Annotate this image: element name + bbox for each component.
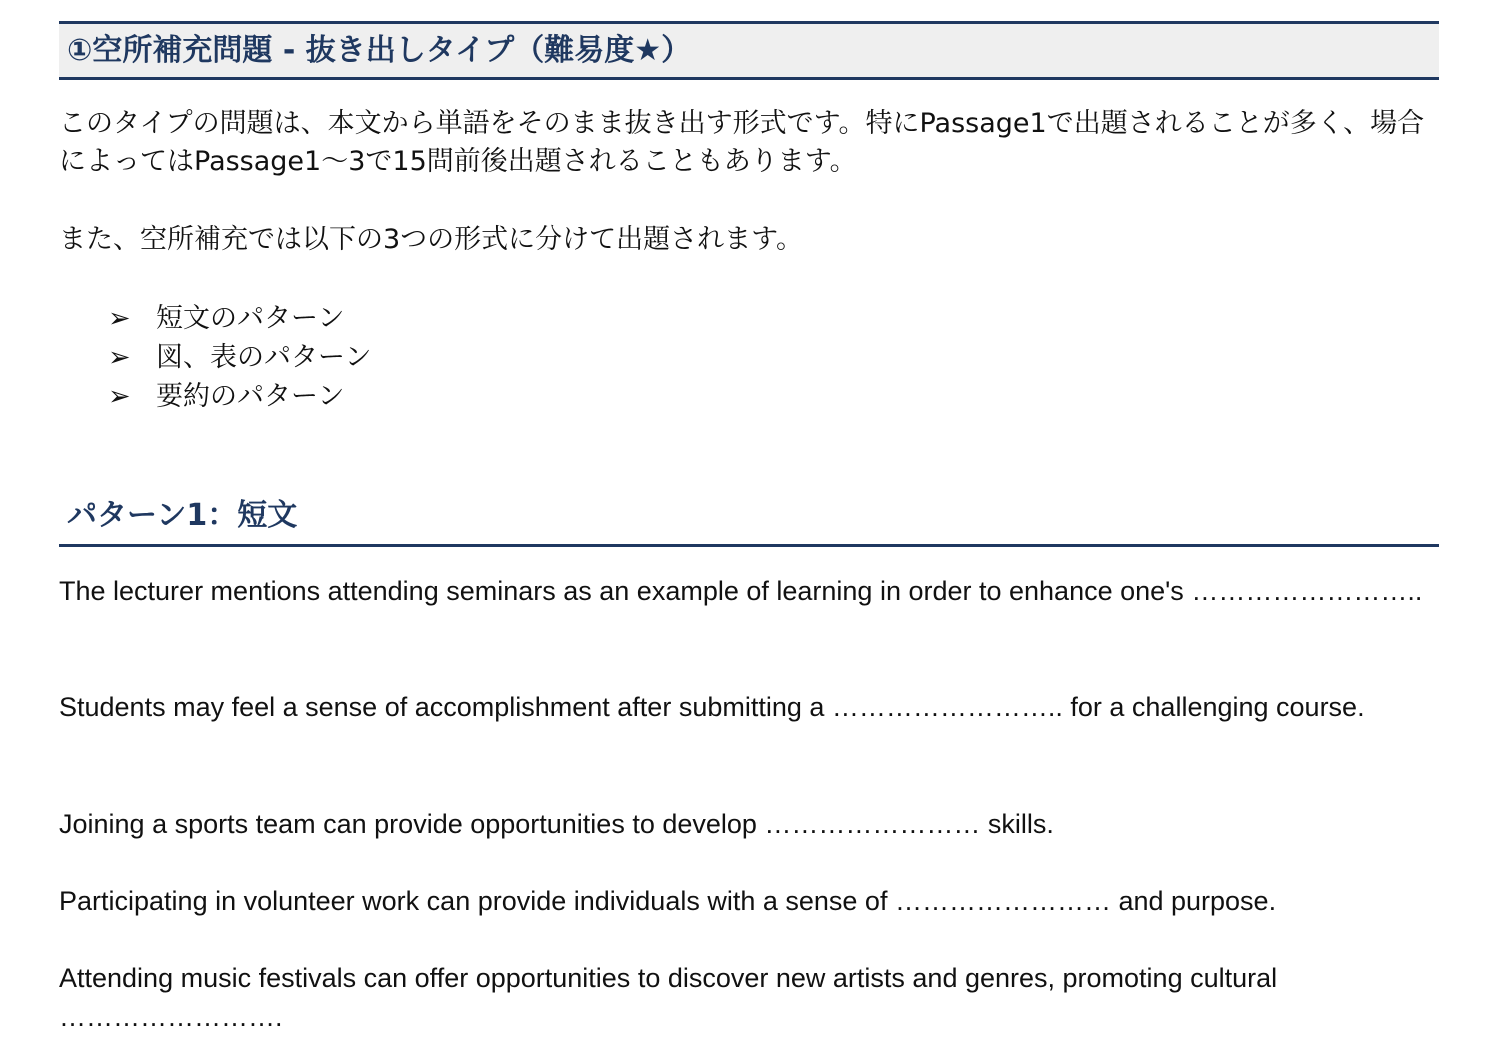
- list-item: [108, 299, 371, 338]
- list-item: [108, 338, 371, 377]
- list-item-label: 要約のパターン: [156, 381, 345, 412]
- example-sentence: Participating in volunteer work can provide individuals with a sense of …………………… and purpose.: [59, 886, 1277, 916]
- section-title: ①空所補充問題 - 抜き出しタイプ（難易度★）: [67, 33, 692, 68]
- arrow-bullet-icon: ➢: [108, 303, 131, 334]
- list-item: [108, 377, 371, 416]
- example-sentence: Attending music festivals can offer opportunities to discover new artists and genres, promoting cultural …………………….: [59, 963, 1278, 1032]
- list-item-label: 短文のパターン: [156, 303, 345, 334]
- pattern-list: [108, 299, 371, 416]
- pattern1-heading-text: パターン1：短文: [67, 498, 298, 533]
- example-sentence: Joining a sports team can provide opportunities to develop …………………… skills.: [59, 809, 1054, 839]
- forms-intro-sentence: また、空所補充では以下の3つの形式に分けて出題されます。: [59, 224, 804, 255]
- section-heading: [59, 21, 1439, 80]
- list-item-label: 図、表のパターン: [156, 342, 372, 373]
- intro-paragraph: このタイプの問題は、本文から単語をそのまま抜き出す形式です。特にPassage1で出題されることが多く、場合によってはPassage1～3で15問前後出題されることもあります。: [59, 108, 1425, 177]
- example-sentence: The lecturer mentions attending seminars as an example of learning in order to enhance one's ……………………..: [59, 576, 1423, 606]
- pattern1-heading: [59, 491, 1439, 547]
- arrow-bullet-icon: ➢: [108, 381, 131, 412]
- example-sentence: Students may feel a sense of accomplishment after submitting a …………………….. for a challenging course.: [59, 692, 1365, 722]
- arrow-bullet-icon: ➢: [108, 342, 131, 373]
